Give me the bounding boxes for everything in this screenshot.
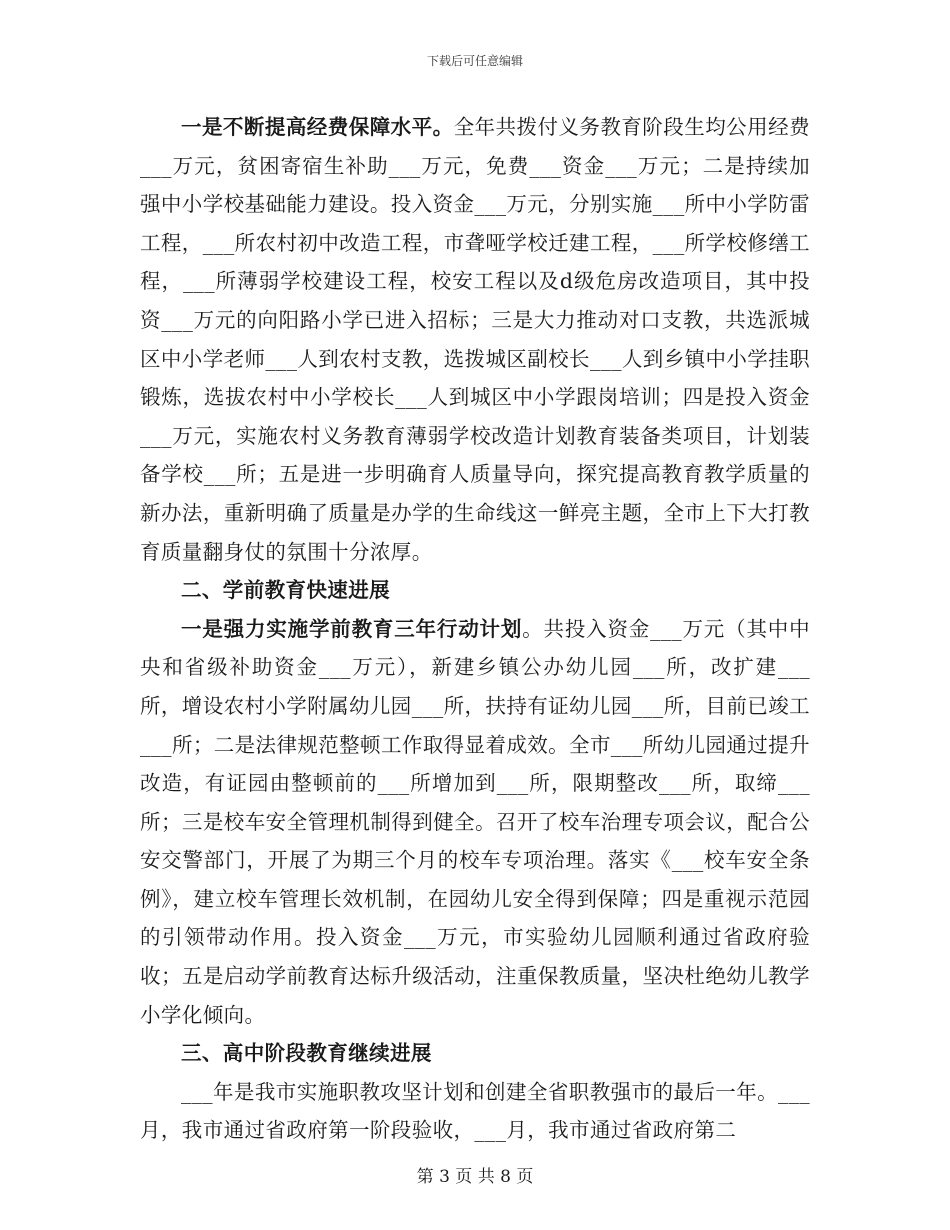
- section-heading-highschool: 三、高中阶段教育继续进展: [181, 1041, 432, 1066]
- page-header-note: 下载后可任意编辑: [426, 54, 523, 68]
- paragraph-highschool: [140, 1073, 810, 1150]
- paragraph-lead: 一是不断提高经费保障水平。: [181, 115, 454, 139]
- document-body: [140, 108, 810, 1150]
- paragraph-text: 。共投入资金___万元（其中中央和省级补助资金___万元），新建乡镇公办幼儿园___所，改扩建___所，增设农村小学附属幼儿园___所，扶持有证幼儿园___所，目前已竣工___所；二是法律规范整顿工作取得显着成效。全市___所幼儿园通过提升改造，有证园由整顿前的___所增加到___所，限期整改___所，取缔___所；三是校车安全管理机制得到健全。召开了校车治理专项会议，配合公安交警部门，开展了为期三个月的校车专项治理。落实《___校车安全条例》，建立校车管理长效机制，在园幼儿安全得到保障；四是重视示范园的引领带动作用。投入资金___万元，市实验幼儿园顺利通过省政府验收；五是启动学前教育达标升级活动，注重保教质量，坚决杜绝幼儿教学小学化倾向。: [140, 616, 810, 1027]
- paragraph-lead: 一是强力实施学前教育三年行动计划: [181, 616, 523, 641]
- page-number: 第 3 页 共 8 页: [416, 1167, 534, 1187]
- paragraph-funding: [140, 108, 810, 571]
- section-heading-preschool: 二、学前教育快速进展: [181, 578, 390, 603]
- paragraph-preschool: [140, 610, 810, 1035]
- paragraph-text: ___年是我市实施职教攻坚计划和创建全省职教强市的最后一年。___月，我市通过省政府第一阶段验收，___月，我市通过省政府第二: [140, 1079, 810, 1143]
- paragraph-text: 全年共拨付义务教育阶段生均公用经费___万元，贫困寄宿生补助___万元，免费___资金___万元；二是持续加强中小学校基础能力建设。投入资金___万元，分别实施___所中小学防雷工程，___所农村初中改造工程，市聋哑学校迁建工程，___所学校修缮工程，___所薄弱学校建设工程，校安工程以及d级危房改造项目，其中投资___万元的向阳路小学已进入招标；三是大力推动对口支教，共选派城区中小学老师___人到农村支教，选拨城区副校长___人到乡镇中小学挂职锻炼，选拔农村中小学校长___人到城区中小学跟岗培训；四是投入资金___万元，实施农村义务教育薄弱学校改造计划教育装备类项目，计划装备学校___所；五是进一步明确育人质量导向，探究提高教育教学质量的新办法，重新明确了质量是办学的生命线这一鲜亮主题，全市上下大打教育质量翻身仗的氛围十分浓厚。: [140, 115, 810, 564]
